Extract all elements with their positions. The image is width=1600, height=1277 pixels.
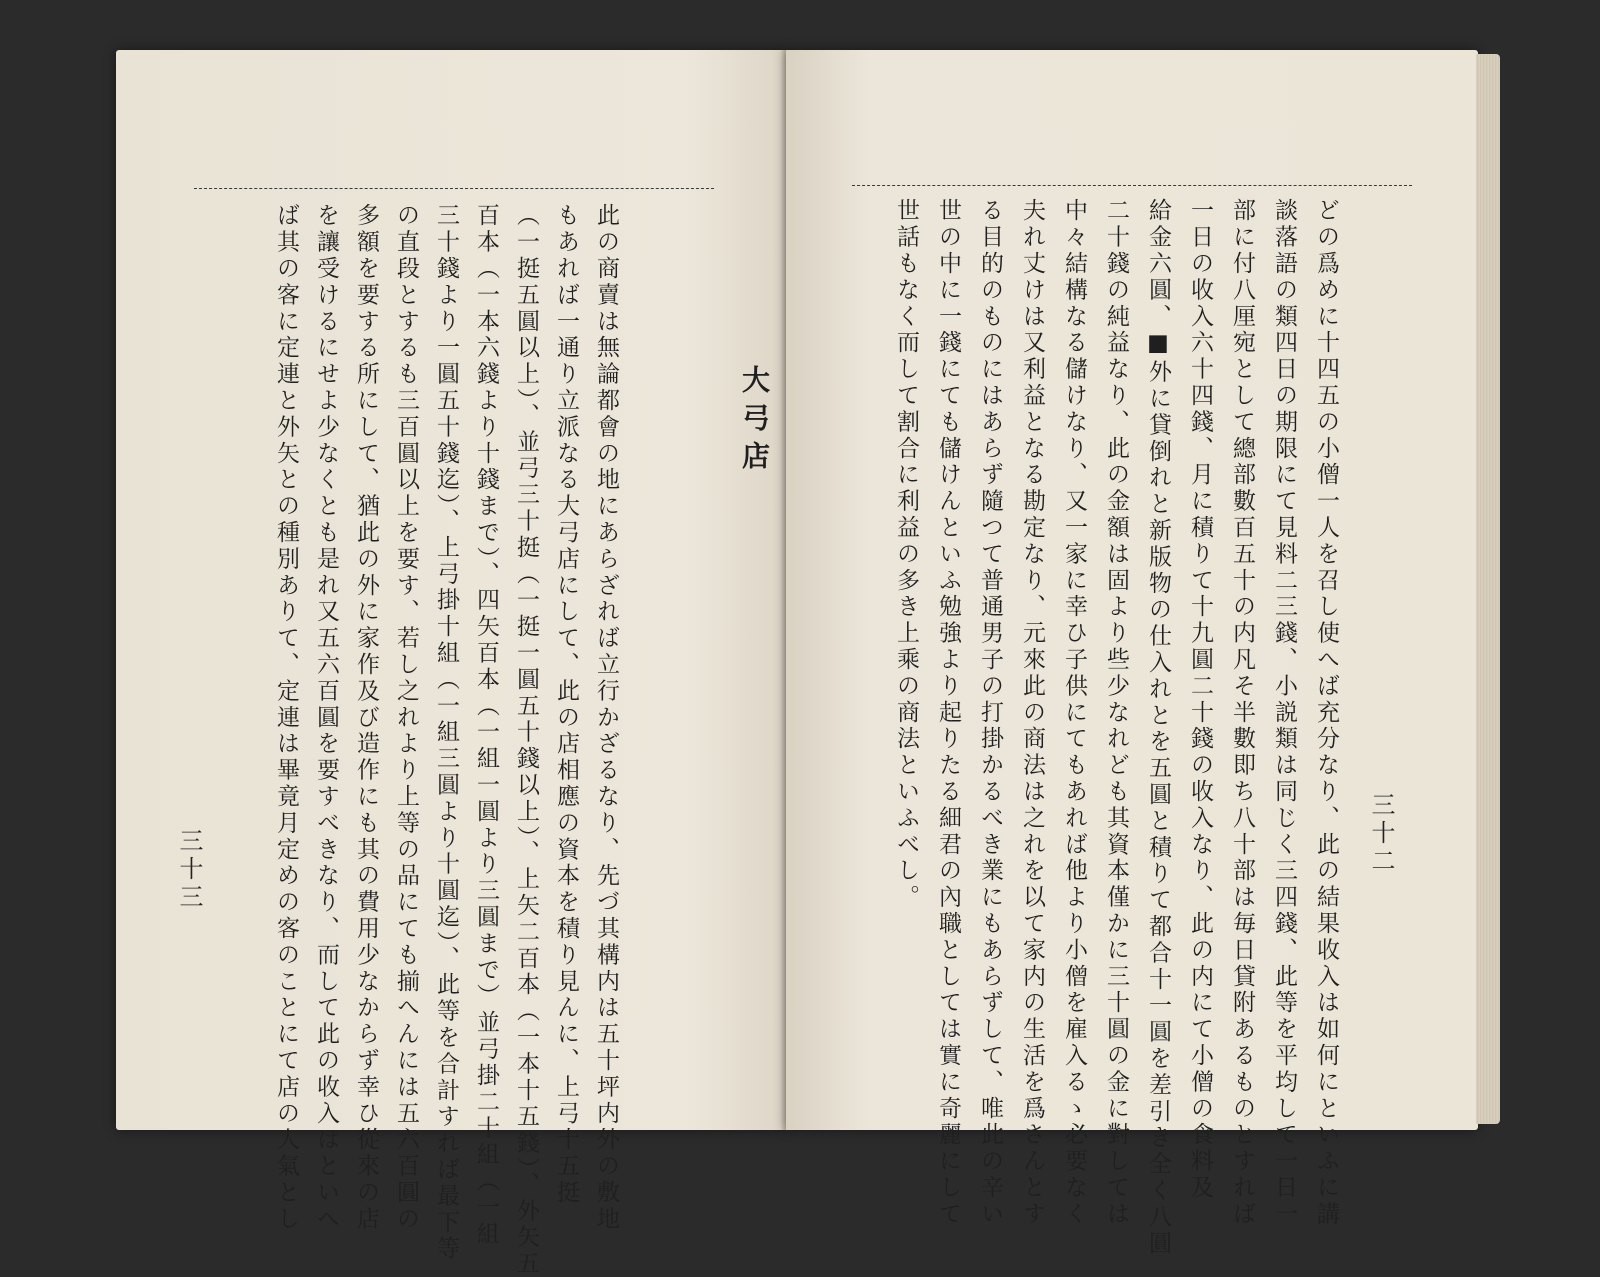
text-column: 二十錢の純益なり、此の金額は固より些少なれども其資本僅かに三十圓の金に對しては <box>1103 198 1129 1228</box>
text-column: （一挺五圓以上）、並弓三十挺（一挺一圓五十錢以上）、上矢二百本（一本十五錢）、外矢五 <box>513 203 539 1277</box>
text-column: 多額を要する所にして、猶此の外に家作及び造作にも其の費用少なからず幸ひ從來の店 <box>353 203 379 1233</box>
text-column: どの爲めに十四五の小僧一人を召し使へば充分なり、此の結果收入は如何にといふに講 <box>1313 198 1339 1228</box>
left-page-number: 三十三 <box>175 828 203 912</box>
text-column: 世話もなく而して割合に利益の多き上乘の商法といふべし。 <box>893 198 919 911</box>
right-page-number: 三十二 <box>1367 792 1395 876</box>
text-column: 夫れ丈けは又利益となる勘定なり、元來此の商法は之れを以て家内の生活を爲さんとす <box>1019 198 1045 1228</box>
right-page-rule <box>852 185 1412 186</box>
left-page <box>116 50 786 1277</box>
text-column: 談落語の類四日の期限にて見料二三錢、小説類は同じく三四錢、此等を平均して一日一 <box>1271 198 1297 1228</box>
text-column: 給金六圓、■外に貸倒れと新版物の仕入れとを五圓と積りて都合十一圓を差引き全く八圓 <box>1145 198 1171 1257</box>
open-book <box>108 40 1500 1277</box>
text-column: ば其の客に定連と外矢との種別ありて、定連は畢竟月定めの客のことにて店の人氣とし <box>273 203 299 1233</box>
left-page-rule <box>194 188 714 189</box>
text-column: 三十錢より一圓五十錢迄）、上弓掛十組（一組三圓より十圓迄）、此等を合計すれば最下等 <box>433 203 459 1263</box>
text-column: 世の中に一錢にても儲けんといふ勉強より起りたる細君の內職としては實に奇麗にして <box>935 198 961 1228</box>
text-column: の直段とするも三百圓以上を要す、若し之れより上等の品にても揃へんには五六百圓の <box>393 203 419 1233</box>
text-column: 此の商賣は無論都會の地にあらざれば立行かざるなり、先づ其構内は五十坪内外の敷地 <box>593 203 619 1233</box>
page-edges <box>1476 54 1500 1124</box>
text-column: 中々結構なる儲けなり、又一家に幸ひ子供にてもあれば他より小僧を雇入るゝ必要なく <box>1061 198 1087 1228</box>
text-column: 百本（一本六錢より十錢まで）、四矢百本（一組一圓より三圓まで）並弓掛二十組（一組 <box>473 203 499 1248</box>
text-column: 一日の收入六十四錢、月に積りて十九圓二十錢の收入なり、此の内にて小僧の食料及 <box>1187 198 1213 1202</box>
text-column: を讓受けるにせよ少なくとも是れ又五六百圓を要すべきなり、而して此の收入はといへ <box>313 203 339 1233</box>
section-heading: 大弓店 <box>738 365 771 479</box>
text-column: 部に付八厘宛として總部數百五十の内凡そ半數即ち八十部は毎日貸附あるものとすれば <box>1229 198 1255 1228</box>
text-column: もあれば一通り立派なる大弓店にして、此の店相應の資本を積り見んに、上弓十五挺 <box>553 203 579 1207</box>
right-page <box>786 50 1478 1257</box>
text-column: る目的のものにはあらず隨つて普通男子の打掛かるべき業にもあらずして、唯此の辛い <box>977 198 1003 1228</box>
